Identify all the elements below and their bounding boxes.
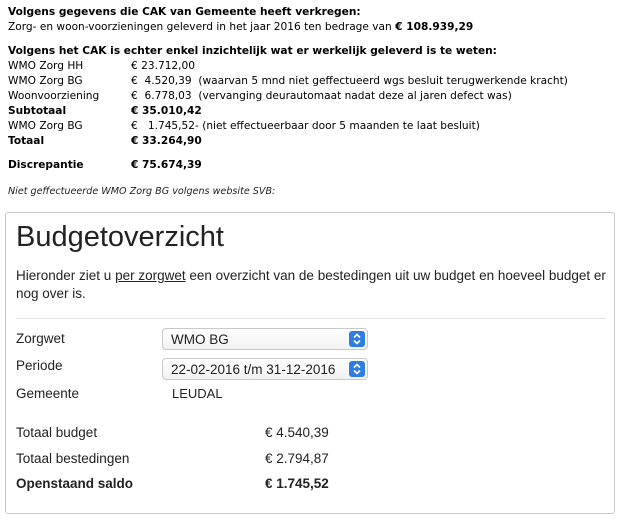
heading-cak-inzichtelijk: Volgens het CAK is echter enkel inzichtelijk wat er werkelijk geleverd is te weten:	[8, 45, 497, 57]
cost-row-label: WMO Zorg HH	[8, 60, 84, 72]
budget-overview-panel	[5, 212, 615, 514]
cost-row-value: € 35.010,42	[131, 105, 202, 117]
cost-row	[8, 119, 614, 134]
line-geleverd-text: Zorg- en woon-voorzieningen geleverd in het jaar 2016 ten bedrage van	[8, 21, 392, 33]
cost-row-value: € 1.745,52- (niet effectueerbaar door 5 maanden te laat besluit)	[131, 120, 480, 132]
gemeente-value: LEUDAL	[172, 386, 223, 401]
cost-row-label: Totaal	[8, 135, 45, 147]
periode-select[interactable]	[162, 358, 368, 380]
cost-row-label: WMO Zorg BG	[8, 120, 83, 132]
cost-row-value: € 23.712,00	[131, 60, 196, 72]
zorgwet-select[interactable]	[162, 328, 368, 350]
svb-note: Niet geffectueerde WMO Zorg BG volgens website SVB:	[8, 186, 276, 197]
heading-cak-gegevens: Volgens gegevens die CAK van Gemeente heeft verkregen:	[8, 6, 361, 18]
line-geleverd-amount: € 108.939,29	[395, 21, 474, 33]
totaal-bestedingen-value: € 2.794,87	[265, 451, 329, 466]
discrepantie-value: € 75.674,39	[131, 159, 202, 171]
document-text	[8, 5, 614, 199]
cost-row-label: Subtotaal	[8, 105, 67, 117]
zorgwet-select-value: WMO BG	[171, 332, 229, 347]
cost-row-value: € 6.778,03 (vervanging deurautomaat nadat deze al jaren defect was)	[131, 90, 512, 102]
cost-row-value: € 33.264,90	[131, 135, 202, 147]
cost-row-total	[8, 134, 614, 149]
per-zorgwet-link[interactable]: per zorgwet	[115, 268, 186, 283]
periode-label: Periode	[16, 358, 63, 373]
cost-row-label: Woonvoorziening	[8, 90, 100, 102]
periode-select-value: 22-02-2016 t/m 31-12-2016	[171, 362, 336, 377]
cost-row-subtotal	[8, 104, 614, 119]
select-arrows-icon	[349, 331, 365, 347]
intro-text-end: een overzicht van de bestedingen uit uw budget en hoeveel budget er nog over is.	[16, 268, 606, 301]
cost-row	[8, 59, 614, 74]
intro-text-start: Hieronder ziet u	[16, 268, 116, 283]
select-arrows-icon	[349, 361, 365, 377]
openstaand-saldo-label: Openstaand saldo	[16, 476, 134, 491]
totaal-budget-value: € 4.540,39	[265, 425, 329, 440]
intro-text	[16, 267, 606, 303]
cost-row-label: WMO Zorg BG	[8, 75, 83, 87]
line-geleverd	[8, 20, 614, 35]
cost-row-value: € 4.520,39 (waarvan 5 mnd niet geffectueerd wgs besluit terugwerkende kracht)	[131, 75, 568, 87]
discrepantie-label: Discrepantie	[8, 159, 84, 171]
discrepantie-row	[8, 158, 614, 173]
cost-row	[8, 74, 614, 89]
totaal-budget-label: Totaal budget	[16, 425, 98, 440]
totaal-bestedingen-label: Totaal bestedingen	[16, 451, 130, 466]
divider	[16, 318, 606, 319]
page-title: Budgetoverzicht	[16, 221, 224, 253]
zorgwet-label: Zorgwet	[16, 331, 65, 346]
gemeente-label: Gemeente	[16, 386, 80, 401]
cost-row	[8, 89, 614, 104]
openstaand-saldo-value: € 1.745,52	[265, 476, 329, 491]
